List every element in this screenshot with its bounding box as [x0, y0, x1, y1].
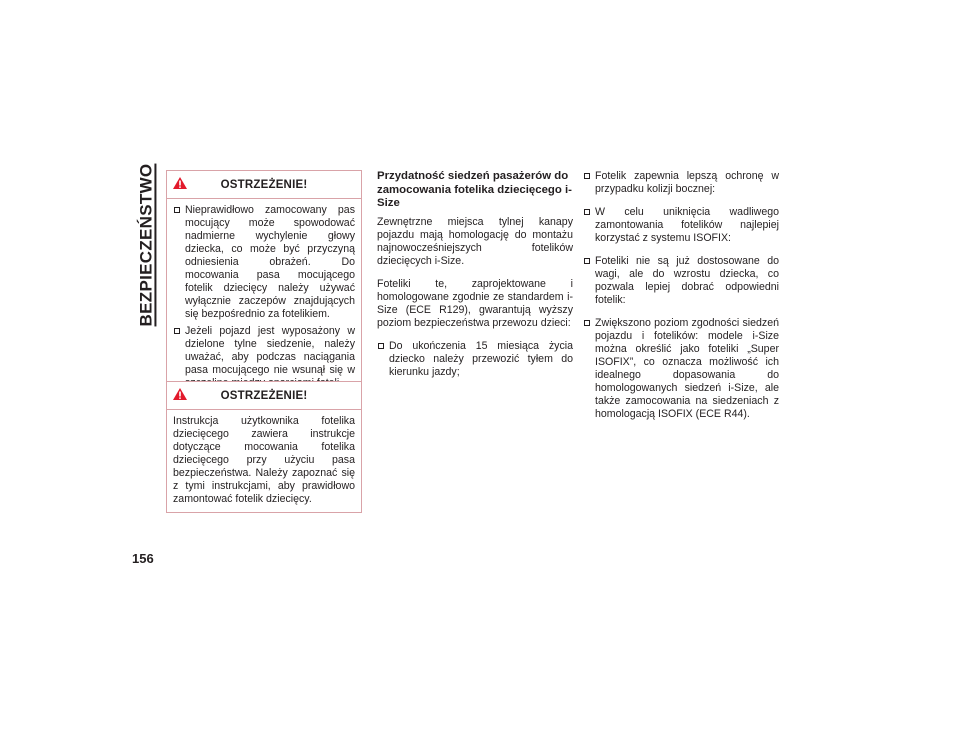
warning-body [167, 410, 361, 512]
warning-box-1 [166, 170, 362, 401]
warning-triangle-icon [172, 387, 188, 401]
list-item: Zwiększono poziom zgodności siedzeń pojazdu i fotelików: modele i-Size można określić jako foteliki „Super ISOFIX”, co oznacza możliwość ich idealnego dopasowania do homologowanych siedzeń i-Size, ale także zamocowania na siedzeniach z homologacją ISOFIX (ECE R44). [583, 317, 779, 421]
bullet-list [583, 170, 779, 421]
paragraph: Zewnętrzne miejsca tylnej kanapy pojazdu mają homologację do montażu najnowocześniejszych fotelików dziecięcych i-Size. [377, 215, 573, 267]
list-item: Jeżeli pojazd jest wyposażony w dzielone tylne siedzenie, należy uważać, aby podczas naciągania pasa mocującego nie wsunął się w [173, 325, 355, 390]
warning-list [173, 204, 355, 390]
section-side-tab [133, 163, 159, 327]
bullet-list [377, 340, 573, 379]
paragraph: Foteliki te, zaprojektowane i homologowane zgodnie ze standardem i-Size (ECE R129), gwarantują wyższy poziom bezpieczeństwa przewozu dzieci: [377, 277, 573, 329]
section-heading: Przydatność siedzeń pasażerów do zamocowania fotelika dziecięcego i-Size [377, 170, 572, 209]
list-item: W celu uniknięcia wadliwego zamontowania fotelików najlepiej korzystać z systemu ISOFIX: [583, 206, 779, 245]
list-item: Fotelik zapewnia lepszą ochronę w przypadku kolizji bocznej: [583, 170, 779, 196]
warning-header [167, 171, 361, 199]
middle-column [377, 170, 573, 389]
warning-title: OSTRZEŻENIE! [220, 389, 308, 402]
warning-title: OSTRZEŻENIE! [220, 178, 308, 191]
list-item: Nieprawidłowo zamocowany pas mocujący może spowodować nadmierne wychylenie głowy dziecka, co może być przyczyną odniesienia obrażeń. Do mocowania pasa mocującego fotelik dziecięcy należy używać wyłącznie zaczepów znajdujących się bezpośrednio za fotelikiem. [173, 204, 355, 321]
section-title: BEZPIECZEŃSTWO [136, 163, 155, 327]
list-item: Do ukończenia 15 miesiąca życia dziecko należy przewozić tyłem do kierunku jazdy; [377, 340, 573, 379]
warning-text: Instrukcja użytkownika fotelika dziecięcego zawiera instrukcje dotyczące mocowania fotelika dziecięcego przy użyciu pasa bezpieczeństwa. Należy zapoznać się z tymi instrukcjami, aby prawidłowo zamontować fotelik dziecięcy. [173, 415, 355, 505]
warning-box-2 [166, 381, 362, 513]
warning-header [167, 382, 361, 410]
list-item: Foteliki nie są już dostosowane do wagi, ale do wzrostu dziecka, co pozwala lepiej dobrać odpowiedni fotelik: [583, 255, 779, 307]
right-column [583, 170, 779, 431]
warning-body [167, 199, 361, 400]
warning-triangle-icon [172, 176, 188, 190]
page-number: 156 [132, 551, 154, 566]
